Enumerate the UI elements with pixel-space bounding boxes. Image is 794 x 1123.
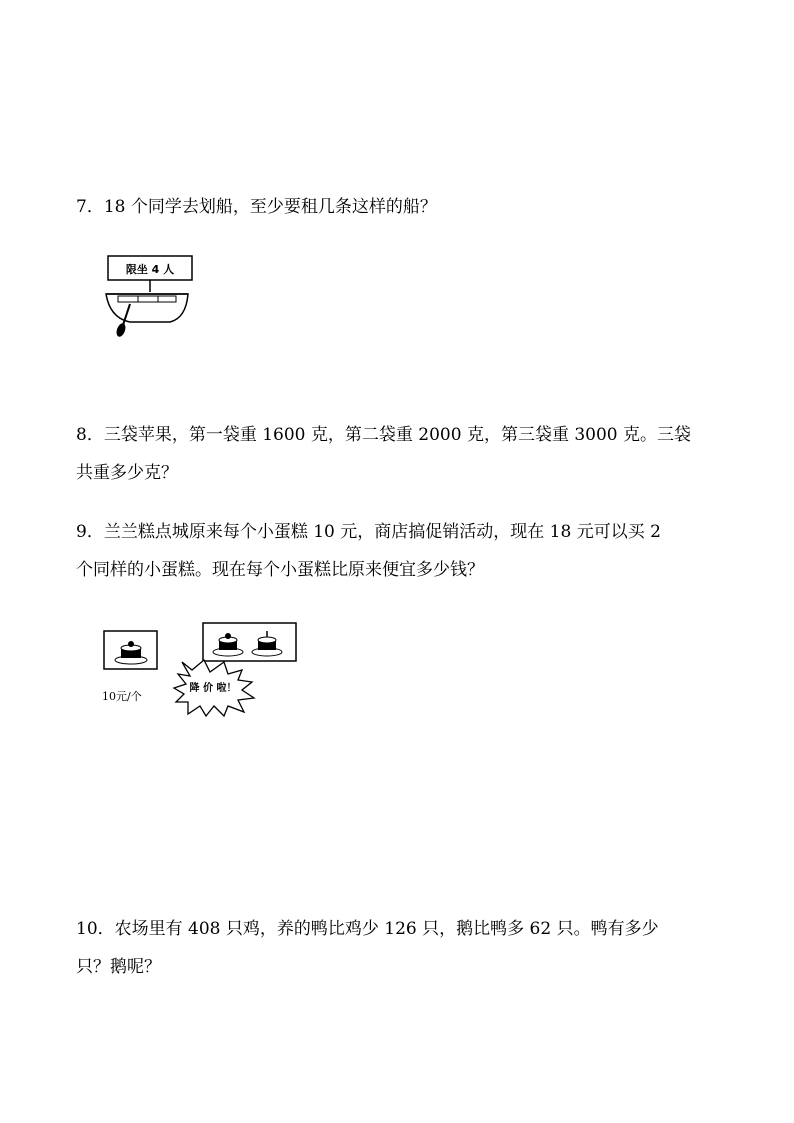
oar-blade	[115, 322, 127, 337]
question-7-line-1: 7．18 个同学去划船，至少要租几条这样的船？	[76, 197, 437, 217]
question-8	[76, 416, 716, 492]
cake-box-sale	[203, 623, 296, 661]
price-caption: 10元/个	[102, 690, 142, 703]
question-10-line-1: 10．农场里有 408 只鸡，养的鸭比鸡少 126 只，鹅比鸭多 62 只。鸭有多少	[76, 919, 659, 939]
sale-burst-text: 降 价 啦！	[189, 683, 237, 694]
question-8-line-1: 8．三袋苹果，第一袋重 1600 克，第二袋重 2000 克，第三袋重 3000 克。三袋	[76, 425, 692, 445]
question-7	[76, 188, 716, 226]
question-9-line-1: 9．兰兰糕点城原来每个小蛋糕 10 元，商店搞促销活动，现在 18 元可以买 2	[76, 522, 661, 542]
question-10	[76, 910, 716, 986]
boat-illustration	[100, 252, 195, 337]
question-9	[76, 513, 716, 589]
question-10-line-2: 只？鹅呢？	[76, 957, 161, 977]
question-9-line-2: 个同样的小蛋糕。现在每个小蛋糕比原来便宜多少钱？	[76, 560, 484, 580]
boat-sign-text: 限坐 4 人	[125, 263, 175, 276]
question-8-line-2: 共重多少克？	[76, 463, 178, 483]
